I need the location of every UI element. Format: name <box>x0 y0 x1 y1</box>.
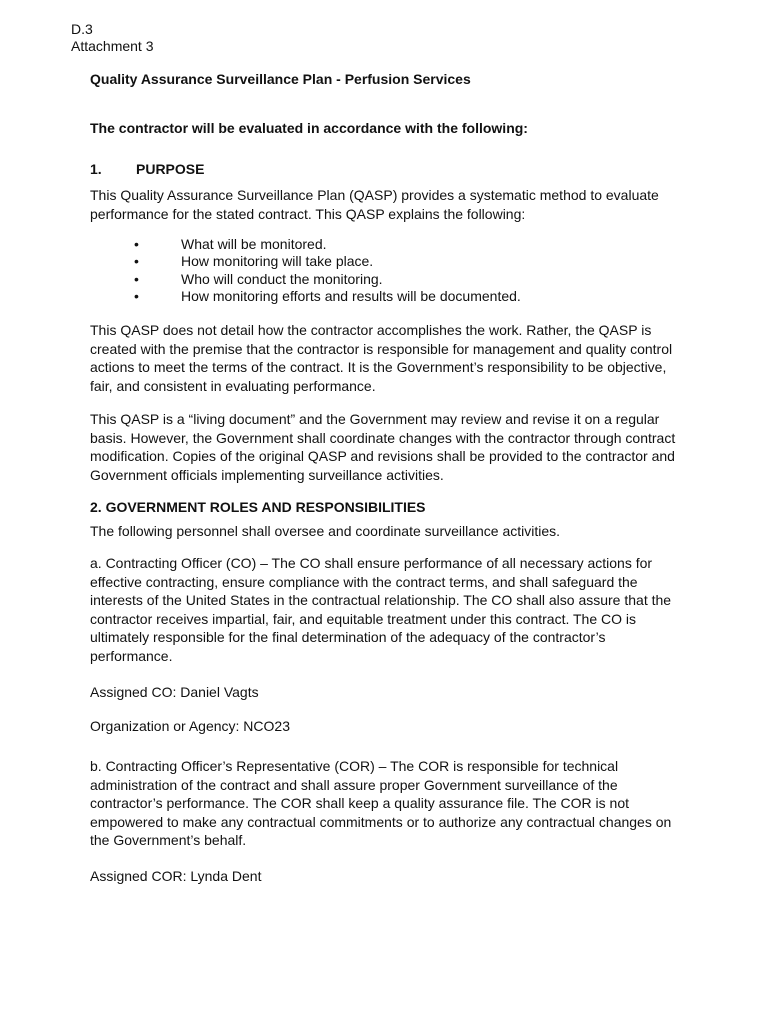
list-item <box>90 253 650 270</box>
qasp-scope-paragraph: This QASP does not detail how the contractor accomplishes the work. Rather, the QASP is created with the premise that the contractor is responsible for management and quality control actions to meet the terms of the contract. It is the Government’s responsibility to be objective, fair, and consistent in evaluating performance. <box>90 322 673 394</box>
list-item-text: What will be monitored. <box>181 236 327 252</box>
bullet-icon: • <box>134 287 139 304</box>
assigned-co: Assigned CO: Daniel Vagts <box>90 684 259 700</box>
document-code: D.3 <box>71 21 93 37</box>
evaluation-intro: The contractor will be evaluated in accordance with the following: <box>90 120 528 136</box>
attachment-label: Attachment 3 <box>71 38 154 54</box>
assigned-cor: Assigned COR: Lynda Dent <box>90 868 262 884</box>
section-2-heading: 2. GOVERNMENT ROLES AND RESPONSIBILITIES <box>90 499 426 515</box>
list-item-text: How monitoring efforts and results will be documented. <box>181 287 521 304</box>
monitoring-list <box>90 236 650 305</box>
list-item <box>90 288 650 305</box>
bullet-icon: • <box>134 270 139 287</box>
organization-agency: Organization or Agency: NCO23 <box>90 718 290 734</box>
contracting-officer-paragraph: a. Contracting Officer (CO) – The CO shall ensure performance of all necessary actions for effective contracting, ensure compliance with the contract terms, and shall safeguard the interests of the United States in the contractual relationship. The CO shall also assure that the contractor receives impartial, fair, and equitable treatment under this contract. The CO is ultimately responsible for the final determination of the adequacy of the contractor’s performance. <box>90 555 672 664</box>
section-1-number: 1. <box>90 161 102 177</box>
section-1-heading: PURPOSE <box>136 161 205 177</box>
list-item <box>90 236 650 253</box>
document-title: Quality Assurance Surveillance Plan - Perfusion Services <box>90 71 471 87</box>
list-item-text: Who will conduct the monitoring. <box>181 270 383 287</box>
purpose-paragraph: This Quality Assurance Surveillance Plan (QASP) provides a systematic method to evaluate performance for the stated contract. This QASP explains the following: <box>90 187 659 222</box>
personnel-intro: The following personnel shall oversee and coordinate surveillance activities. <box>90 523 561 539</box>
cor-paragraph: b. Contracting Officer’s Representative (COR) – The COR is responsible for technical administration of the contract and shall assure proper Government surveillance of the contractor’s performance. The COR shall keep a quality assurance file. The COR is not empowered to make any contractual commitments or to authorize any contractual changes on the Government’s behalf. <box>90 758 672 849</box>
bullet-icon: • <box>134 236 139 252</box>
bullet-icon: • <box>134 253 139 270</box>
list-item <box>90 271 650 288</box>
list-item-text: How monitoring will take place. <box>181 253 374 270</box>
living-document-paragraph: This QASP is a “living document” and the Government may review and revise it on a regular basis. However, the Government shall coordinate changes with the contractor through contract modification. Copies of the original QASP and revisions shall be provided to the contractor and Government officials implementing surveillance activities. <box>90 411 676 483</box>
